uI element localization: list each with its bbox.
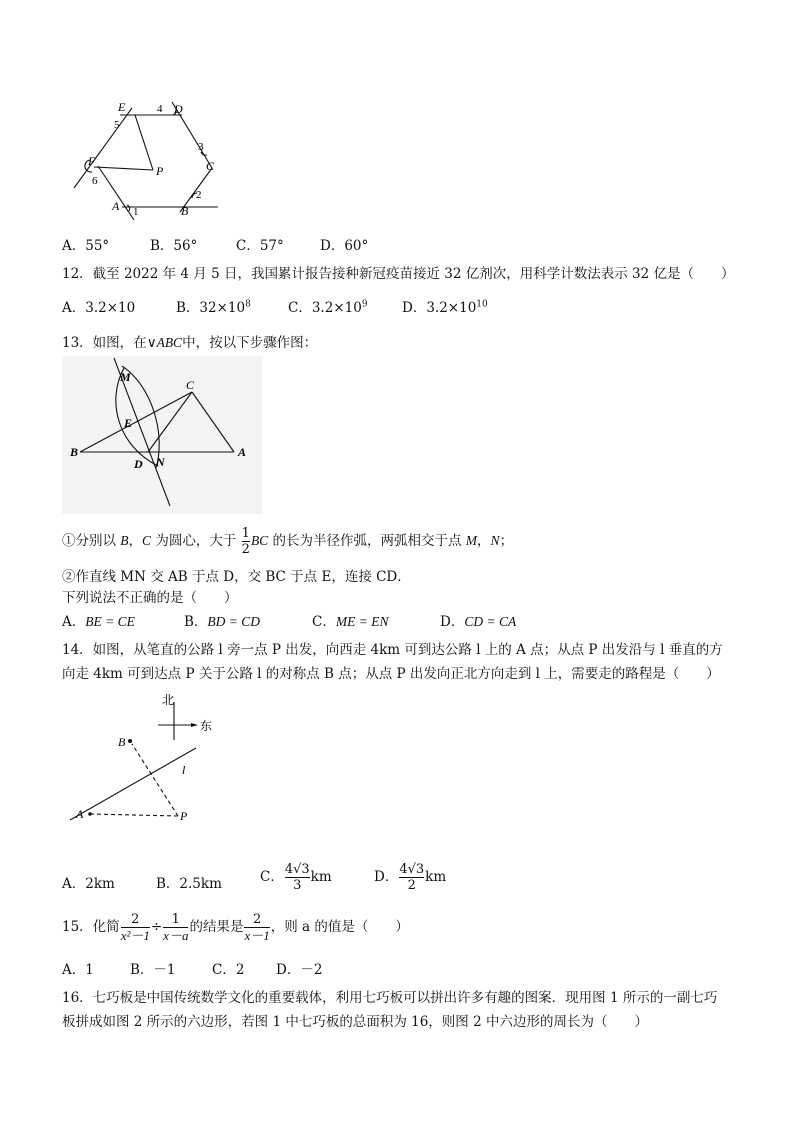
fig14-label-P: P	[180, 809, 188, 823]
q11-option-d[interactable]: D．60°	[320, 238, 369, 254]
q13-figure	[62, 356, 262, 514]
q15-option-a[interactable]: A．1	[62, 962, 94, 978]
fig13-label-E: E	[124, 416, 133, 430]
fig14-label-east: 东	[200, 719, 213, 733]
q12-option-c[interactable]: C．$3.2\times 10^9$	[288, 299, 368, 316]
fig11-label-C: C	[206, 159, 215, 173]
q14-line2: 向走 4km 可到达点 P 关于公路 l 的对称点 B 点；从点 P 出发向正北方向走到 l 上，需要走的路程是（ ）	[62, 666, 720, 682]
q14-option-d[interactable]: D． $\frac{4√3}{2}$ km	[374, 862, 447, 893]
fig13-label-B: B	[70, 445, 79, 459]
q14-line1: 14．如图，从笔直的公路 l 旁一点 P 出发，向西走 4km 可到达公路 l 上的 A 点；从点 P 出发沿与 l 垂直的方	[62, 642, 723, 658]
fig14-label-B: B	[118, 735, 126, 749]
q13-fraction-half: $\frac{1}{2}$	[241, 526, 250, 557]
q12-option-d[interactable]: D．$3.2\times 10^{10}$	[402, 299, 488, 316]
q15-stem: 15．化简 $\frac{2}{\text{x²－1}}$ ÷ $\frac{1}{x-a}$ 的结果是 $\frac{2}{x-1}$ ，则 a 的值是（ ）	[62, 912, 409, 943]
q13-option-c[interactable]: C．ME = EN	[312, 614, 389, 630]
q13-option-a[interactable]: A．BE = CE	[62, 614, 135, 630]
fig11-label-4: 4	[157, 103, 163, 115]
q15-option-d[interactable]: D．－2	[276, 962, 323, 978]
q15-option-c[interactable]: C．2	[212, 962, 245, 978]
q13-stem: 13．如图，在∨ABC中，按以下步骤作图：	[62, 335, 318, 351]
fig11-label-E: E	[118, 100, 126, 114]
fig14-label-l: l	[182, 763, 186, 777]
q13-option-d[interactable]: D．CD = CA	[440, 614, 517, 630]
q15-option-b[interactable]: B．－1	[130, 962, 176, 978]
fig11-label-5: 5	[114, 119, 120, 131]
fig11-label-3: 3	[198, 141, 204, 153]
fig11-label-P: P	[156, 164, 164, 178]
q11-option-c[interactable]: C．57°	[236, 238, 284, 254]
q16-line2: 板拼成如图 2 所示的六边形，若图 1 中七巧板的总面积为 16，则图 2 中六边形的周长为（ ）	[62, 1014, 648, 1030]
fig11-label-F: F	[88, 154, 96, 168]
q16-line1: 16．七巧板是中国传统数学文化的重要载体，利用七巧板可以拼出许多有趣的图案．现用图 1 所示的一副七巧	[62, 990, 718, 1006]
q11-option-b[interactable]: B．56°	[150, 238, 198, 254]
fig13-label-M: M	[120, 370, 131, 384]
fig11-label-6: 6	[92, 175, 98, 187]
q14-figure	[70, 690, 230, 830]
q12-option-b[interactable]: B．$32\times 10^8$	[176, 299, 251, 316]
q14-option-a[interactable]: A．2km	[62, 876, 115, 892]
fig13-label-N: N	[156, 455, 165, 469]
q12-option-a[interactable]: A．3.2×10	[62, 300, 136, 316]
fig13-label-D: D	[134, 457, 143, 471]
fig11-label-2: 2	[196, 189, 202, 201]
q11-figure	[70, 100, 225, 222]
q11-option-a[interactable]: A．55°	[62, 238, 110, 254]
q12-stem: 12．截至 2022 年 4 月 5 日，我国累计报告接种新冠疫苗接近 32 亿剂次，用科学计数法表示 32 亿是（ ）	[62, 266, 735, 282]
q14-option-b[interactable]: B．2.5km	[156, 876, 222, 892]
q13-option-b[interactable]: B．BD = CD	[184, 614, 261, 630]
fig13-label-A: A	[238, 445, 247, 459]
fig11-label-D: D	[174, 102, 183, 116]
fig14-label-A: A	[76, 807, 84, 821]
fig13-label-C: C	[186, 378, 195, 392]
q13-triangle-name: ∨ABC	[146, 335, 183, 350]
fig11-label-B: B	[181, 204, 189, 218]
fig11-label-A: A	[112, 199, 120, 213]
fig14-label-north: 北	[162, 693, 175, 707]
q13-step1: ①分别以 B，C 为圆心，大于 $\frac{1}{2}$ BC 的长为半径作弧，两弧相交于点 M，N；	[62, 526, 514, 557]
q13-ask: 下列说法不正确的是（ ）	[62, 590, 238, 606]
fig11-label-1: 1	[133, 206, 139, 218]
q13-step2: ②作直线 MN 交 AB 于点 D，交 BC 于点 E，连接 CD．	[62, 569, 411, 585]
q14-option-c[interactable]: C． $\frac{4√3}{3}$ km	[260, 862, 332, 893]
